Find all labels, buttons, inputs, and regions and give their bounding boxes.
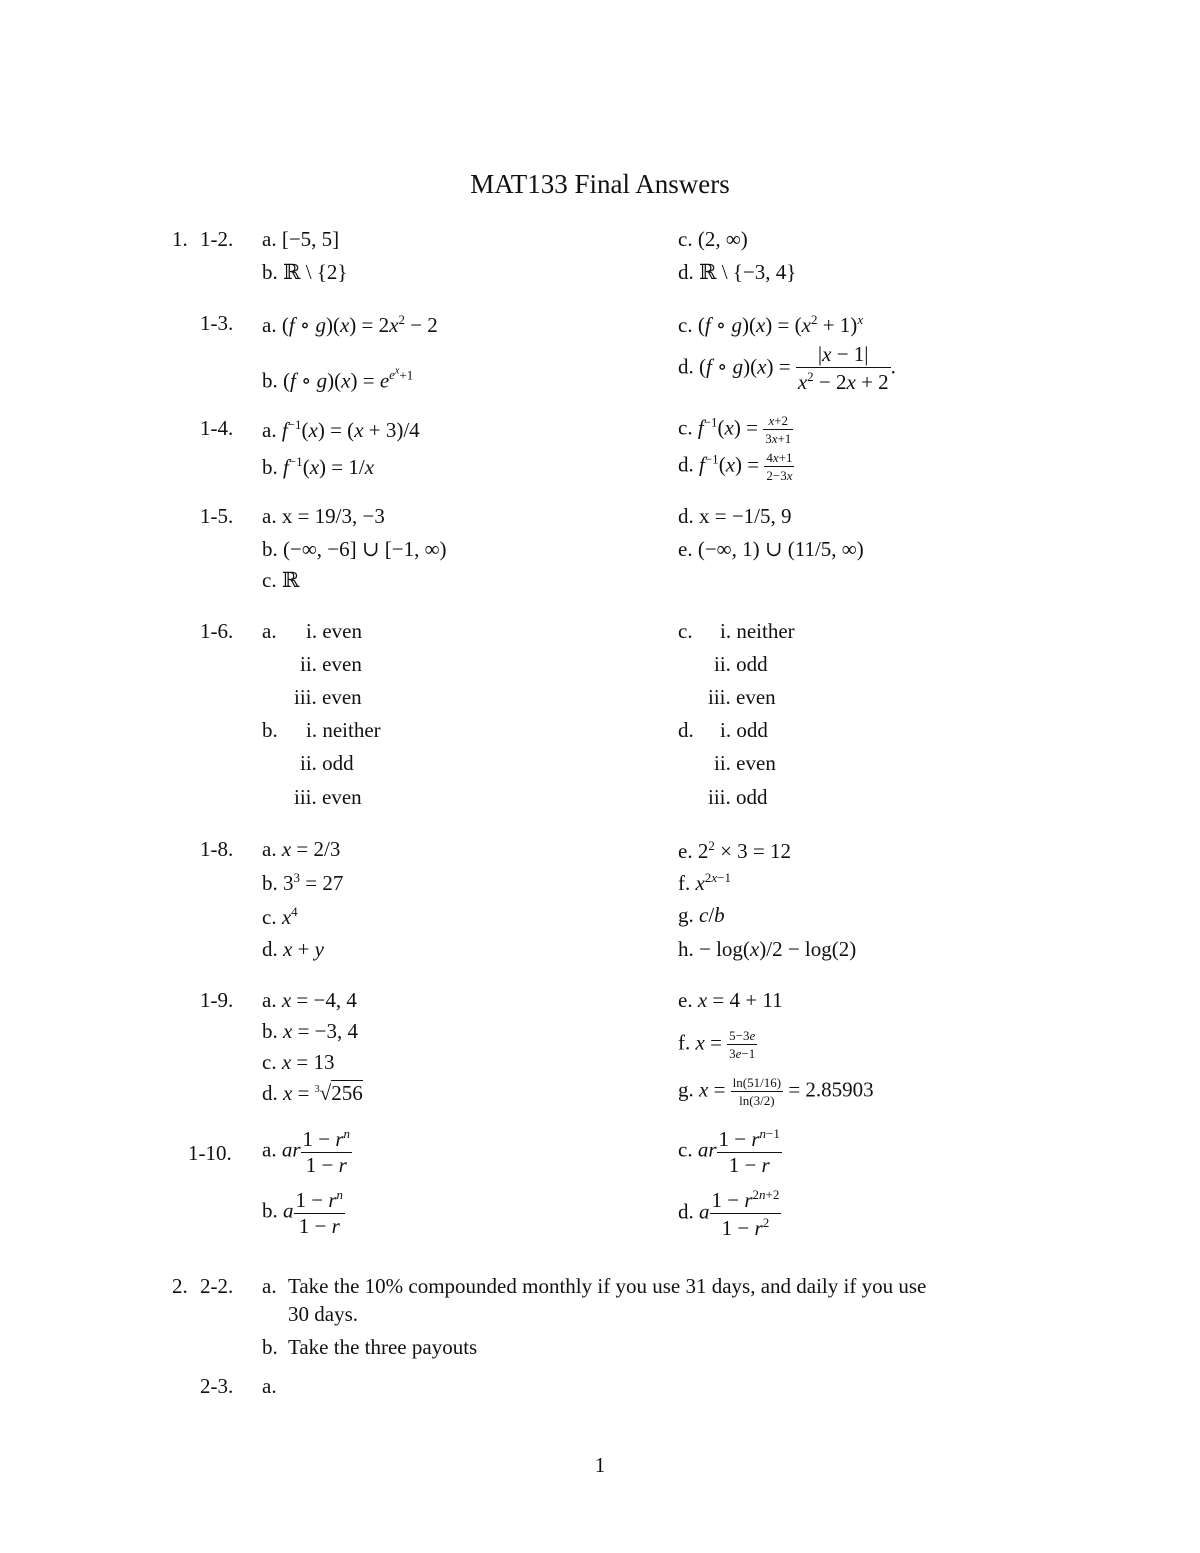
answer-1-6-d-ii: ii. even [714,751,776,775]
answer-1-8-c: c. $x^4$ [262,904,298,929]
answer-1-5-d: d. x = −1/5, 9 [678,504,792,528]
answer-2-2-b: b. Take the three payouts [262,1335,478,1359]
answer-1-6-a-i: i. even [306,619,362,643]
answer-1-2-d: d. ℝ \ {−3, 4} [678,260,797,284]
answer-1-9-b: b. x = −3, 4 [262,1019,359,1043]
answer-1-2-b: b. ℝ \ {2} [262,260,348,284]
answer-1-5-e: e. (−∞, 1) ∪ (11/5, ∞) [678,537,864,561]
answer-1-5-a: a. x = 19/3, −3 [262,504,385,528]
answer-1-6-d-i: i. odd [720,718,768,742]
answer-1-10-a: a. ar $\frac{1 - r^n}{1 - r}$ [262,1126,351,1177]
answer-1-8-e: e. $2^2 \times 3 = 12$ [678,838,792,863]
answer-1-6-c-label: c. [678,619,693,643]
part-label-1-9: 1-9. [200,988,234,1012]
answer-1-6-a-iii: iii. even [294,685,362,709]
answer-1-6-c-ii: ii. odd [714,652,768,676]
answer-1-9-c: c. x = 13 [262,1050,335,1074]
answer-1-9-e: e. x = 4 + 11 [678,988,783,1012]
answer-1-3-c: c. (f ∘ $g)(x) = (x^2 + 1)^x$ [678,312,864,337]
answer-1-8-h: h. − log(x)/2 − log(2) [678,937,857,961]
answer-1-9-f: f. x = $\frac{5-3e}{3e-1}$ [678,1028,756,1061]
answer-1-10-b: b. a $\frac{1 - r^n}{1 - r}$ [262,1187,344,1238]
part-label-2-3: 2-3. [200,1374,234,1398]
answer-1-6-c-iii: iii. even [708,685,776,709]
part-label-1-3: 1-3. [200,311,234,335]
answer-1-4-d: d. $f^{-1}(x)$ = $\frac{4x+1}{2-3x}$ [678,450,793,483]
answer-1-8-g: g. c/b [678,903,725,927]
answer-1-4-a: a. $f^{-1}(x) = (x + 3)/4$ [262,417,420,442]
answer-1-2-a: a. [−5, 5] [262,227,340,251]
answer-1-4-b: b. $f^{-1}(x) = 1/x$ [262,454,375,479]
answer-1-6-a-ii: ii. even [300,652,362,676]
answer-1-6-a-label: a. [262,619,277,643]
answer-1-6-d-iii: iii. odd [708,785,768,809]
answer-1-6-b-iii: iii. even [294,785,362,809]
answer-1-3-b: b. (f ∘ $g)(x) = e^{e^x+1}$ [262,366,414,393]
answer-1-6-b-ii: ii. odd [300,751,354,775]
answer-1-8-d: d. x + y [262,937,324,961]
answer-1-4-c: c. $f^{-1}(x)$ = $\frac{x+2}{3x+1}$ [678,413,792,446]
answer-1-8-f: f. $x^{2x-1}$ [678,870,731,895]
part-label-2-2: 2-2. [200,1274,234,1298]
part-label-1-6: 1-6. [200,619,234,643]
answer-1-9-d: d. x = $^3$√256 [262,1081,363,1105]
question-number-1: 1. [172,227,188,251]
page-title: MAT133 Final Answers [470,169,730,199]
answer-1-10-d: d. a $\frac{1 - r^{2n+2}}{1 - r^2}$ [678,1187,780,1240]
answer-1-8-a: a. x = 2/3 [262,837,341,861]
question-number-2: 2. [172,1274,188,1298]
answer-1-6-c-i: i. neither [720,619,795,643]
page-number: 1 [594,1453,606,1477]
answer-1-3-a: a. (f ∘ $g)(x) = 2x^2 - 2$ [262,312,438,337]
answer-1-2-c: c. (2, ∞) [678,227,748,251]
answer-1-5-c: c. ℝ [262,568,300,592]
part-label-1-8: 1-8. [200,837,234,861]
answer-1-9-a: a. x = −4, 4 [262,988,357,1012]
answer-1-9-g: g. x = $\frac{\ln(51/16)}{\ln(3/2)}$ = 2.85903 [678,1075,874,1108]
answer-2-2-a-cont: 30 days. [288,1302,358,1326]
answer-1-3-d: d. (f ∘ g)(x) = $\frac{|x - 1|}{x^2 - 2x + 2}$ . [678,342,896,394]
answer-2-3-a-label: a. [262,1374,277,1398]
part-label-1-2: 1-2. [200,227,234,251]
part-label-1-4: 1-4. [200,416,234,440]
answer-1-5-b: b. (−∞, −6] ∪ [−1, ∞) [262,537,447,561]
answer-1-6-d-label: d. [678,718,694,742]
answer-1-6-b-label: b. [262,718,278,742]
answer-2-2-a: a. Take the 10% compounded monthly if you use 31 days, and daily if you use [262,1274,927,1298]
answer-1-8-b: b. $3^3 = 27$ [262,870,344,895]
part-label-1-10: 1-10. [188,1141,232,1165]
answer-1-10-c: c. ar $\frac{1 - r^{n-1}}{1 - r}$ [678,1126,780,1177]
answer-1-6-b-i: i. neither [306,718,381,742]
part-label-1-5: 1-5. [200,504,234,528]
